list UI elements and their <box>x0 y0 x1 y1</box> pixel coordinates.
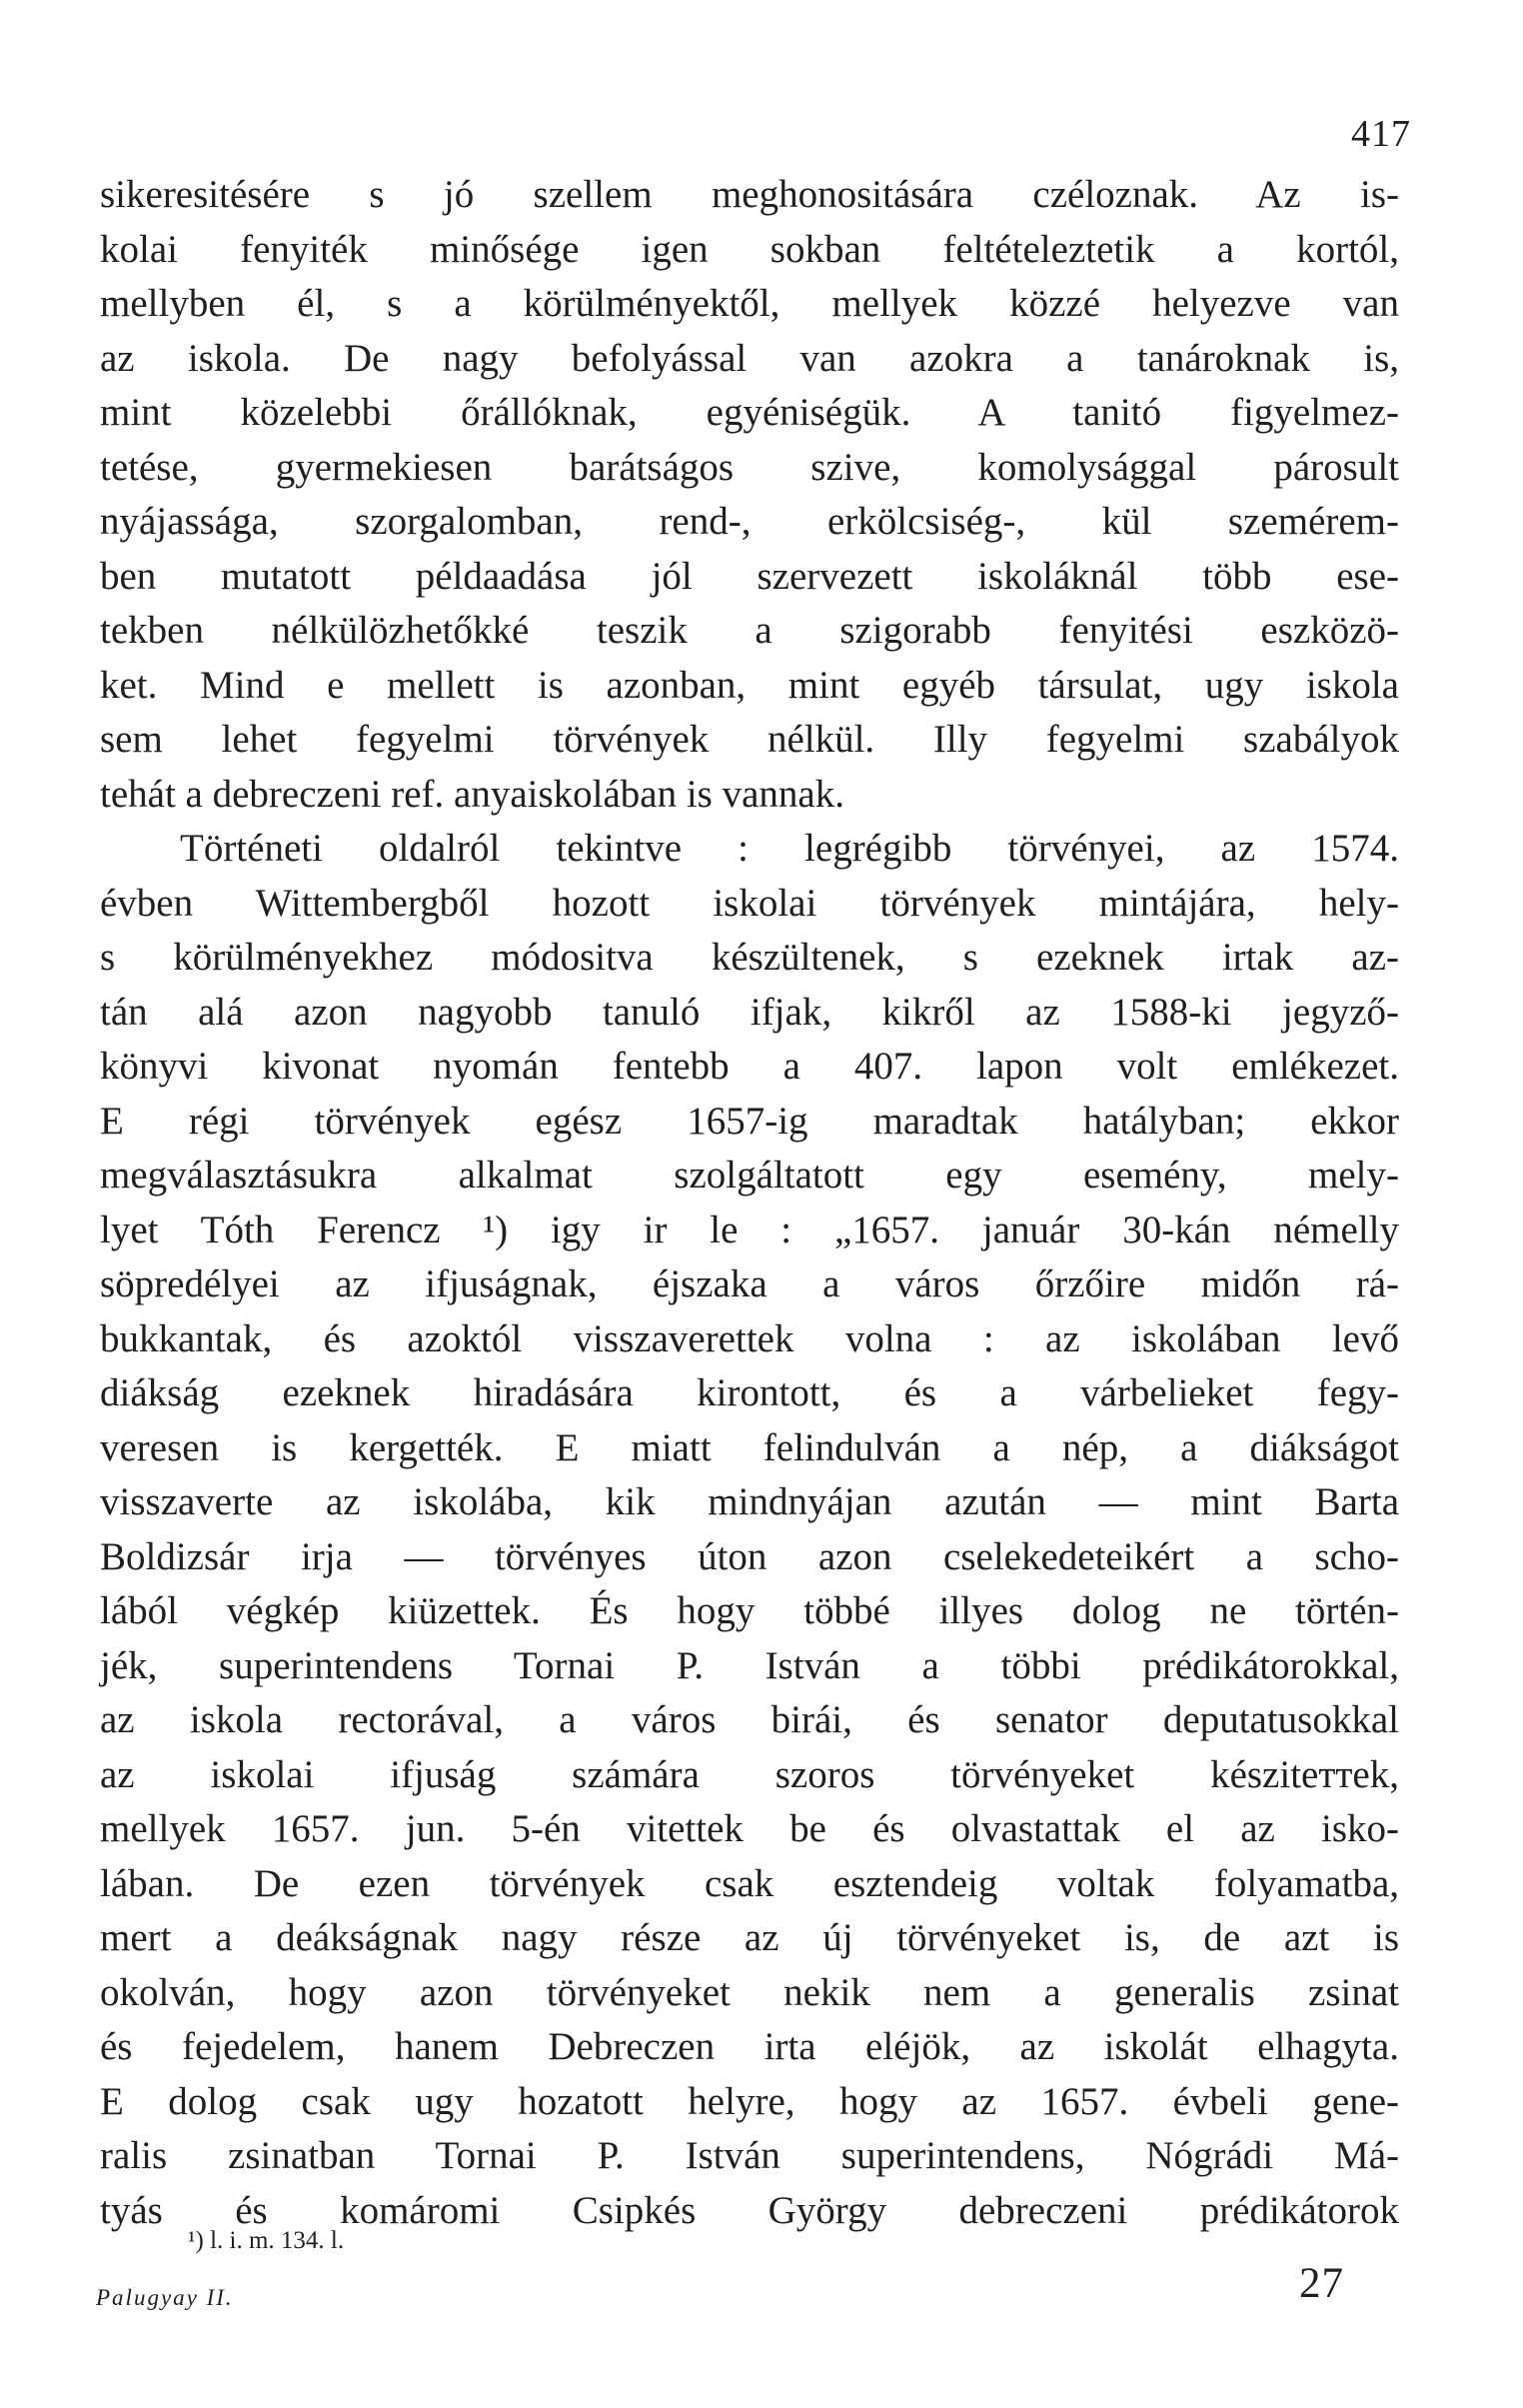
text-line: mert a deákságnak nagy része az új törvényeket is, de azt is <box>100 1916 1399 1959</box>
text-line: mint közelebbi őrállóknak, egyéniségük. A tanitó figyelmez- <box>100 391 1399 434</box>
text-line: ket. Mind e mellett is azonban, mint egyéb társulat, ugy iskola <box>100 663 1399 707</box>
text-line: sikeresitésére s jó szellem meghonositására czéloznak. Az is- <box>100 173 1399 216</box>
text-line: tyás és komáromi Csipkés György debreczeni prédikátorok <box>100 2188 1399 2232</box>
footnote-text: l. i. m. 134. l. <box>203 2227 345 2254</box>
text-line: söpredélyei az ifjuságnak, éjszaka a város őrzőire midőn rá- <box>100 1262 1399 1305</box>
text-line: mellyben él, s a körülményektől, mellyek közzé helyezve van <box>100 282 1399 325</box>
sheet-number: 27 <box>1299 2260 1344 2307</box>
text-line: ralis zsinatban Tornai P. István superintendens, Nógrádi Má- <box>100 2134 1399 2177</box>
text-line: megválasztásukra alkalmat szolgáltatott egy esemény, mely- <box>100 1154 1399 1197</box>
text-line: könyvi kivonat nyomán fentebb a 407. lapon volt emlékezet. <box>100 1045 1399 1088</box>
text-line: jék, superintendens Tornai P. István a többi prédikátorokkal, <box>100 1643 1399 1687</box>
text-line: tekben nélkülözhetőkké teszik a szigorabb fenyitési eszközö- <box>100 609 1399 652</box>
text-line: nyájassága, szorgalomban, rend-, erkölcsiség-, kül szemérem- <box>100 500 1399 543</box>
text-line: évben Wittembergből hozott iskolai törvények mintájára, hely- <box>100 881 1399 925</box>
text-line: okolván, hogy azon törvényeket nekik nem a generalis zsinat <box>100 1970 1399 2014</box>
text-line: tetése, gyermekiesen barátságos szive, komolysággal párosult <box>100 445 1399 489</box>
text-line: veresen is kergették. E miatt felindulván a nép, a diákságot <box>100 1425 1399 1469</box>
text-line: lából végkép kiüzettek. És hogy többé illyes dolog ne történ- <box>100 1589 1399 1632</box>
page-number: 417 <box>1351 113 1411 155</box>
text-line: E régi törvények egész 1657-ig maradtak hatályban; ekkor <box>100 1099 1399 1143</box>
footnote <box>188 2227 344 2255</box>
text-line: bukkantak, és azoktól visszaverettek volna : az iskolában levő <box>100 1316 1399 1360</box>
text-line: lyet Tóth Ferencz ¹) igy ir le : „1657. január 30-kán némelly <box>100 1207 1399 1251</box>
text-line: tehát a debreczeni ref. anyaiskolában is vannak. <box>100 772 844 816</box>
text-line: és fejedelem, hanem Debreczen irta eléjök, az iskolát elhagyta. <box>100 2025 1399 2068</box>
text-line: lában. De ezen törvények csak esztendeig voltak folyamatba, <box>100 1861 1399 1905</box>
text-line: az iskolai ifjuság számára szoros törvényeket késziteттek, <box>100 1752 1399 1796</box>
text-line: mellyek 1657. jun. 5-én vitettek be és olvastattak el az isko- <box>100 1807 1399 1850</box>
text-line: Történeti oldalról tekintve : legrégibb törvényei, az 1574. <box>180 827 1399 870</box>
text-line: az iskola. De nagy befolyással van azokra a tanároknak is, <box>100 336 1399 380</box>
signature-mark: Palugyay II. <box>96 2285 234 2310</box>
text-line: ben mutatott példaadása jól szervezett iskoláknál több ese- <box>100 554 1399 598</box>
text-line: diákság ezeknek hiradására kirontott, és a várbelieket fegy- <box>100 1371 1399 1414</box>
body-text <box>100 168 1399 2238</box>
footnote-marker: ¹) <box>188 2227 204 2254</box>
text-line: sem lehet fegyelmi törvények nélkül. Illy fegyelmi szabályok <box>100 718 1399 761</box>
text-line: kolai fenyiték minősége igen sokban feltételeztetik a kortól, <box>100 227 1399 271</box>
text-line: visszaverte az iskolába, kik mindnyájan azután — mint Barta <box>100 1480 1399 1523</box>
text-line: tán alá azon nagyobb tanuló ifjak, kikről az 1588-ki jegyző- <box>100 990 1399 1034</box>
text-line: E dolog csak ugy hozatott helyre, hogy az 1657. évbeli gene- <box>100 2079 1399 2123</box>
text-line: Boldizsár irja — törvényes úton azon cselekedeteikért a scho- <box>100 1534 1399 1578</box>
text-line: s körülményekhez módositva készültenek, s ezeknek irtak az- <box>100 936 1399 979</box>
text-line: az iskola rectorával, a város birái, és senator deputatusokkal <box>100 1698 1399 1741</box>
